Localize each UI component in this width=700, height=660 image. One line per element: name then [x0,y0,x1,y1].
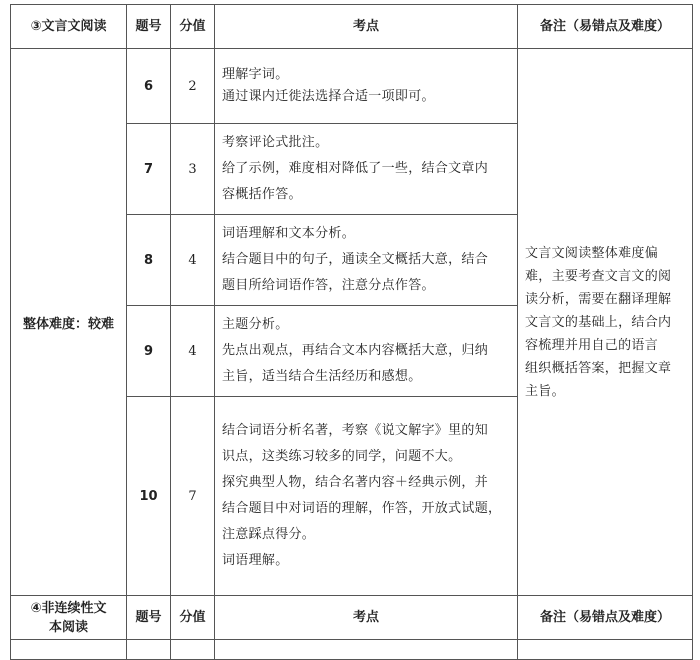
remark-line: 主旨。 [525,383,565,399]
points-header: 考点 [215,596,518,640]
table-header-row [11,5,693,49]
question-score: 3 [171,124,215,215]
question-points [215,306,518,397]
overall-difficulty: 整体难度：较难 [11,49,127,596]
section-header [11,596,127,640]
section-header-line: ④非连续性文 [30,600,107,616]
points-line: 题目所给词语作答，注意分点作答。 [222,278,435,293]
points-line: 先点出观点，再结合文本内容概括大意，归纳 [222,343,489,358]
question-number: 8 [127,215,171,306]
question-points [215,397,518,596]
question-score: 4 [171,215,215,306]
remark-line: 文言文的基础上，结合内 [525,314,672,330]
table-header-row [11,596,693,640]
question-number: 6 [127,49,171,124]
points-line: 识点，这类练习较多的同学，问题不大。 [222,449,462,464]
exam-analysis-table [10,4,693,660]
points-line: 主题分析。 [222,317,289,332]
points-line: 通过课内迁徙法选择合适一项即可。 [222,89,435,104]
remark-line: 文言文阅读整体难度偏 [525,245,659,261]
question-points [215,215,518,306]
points-line: 词语理解和文本分析。 [222,226,356,241]
question-number: 7 [127,124,171,215]
points-line: 给了示例，难度相对降低了一些，结合文章内 [222,161,489,176]
table-row [11,49,693,124]
question-score: 7 [171,397,215,596]
section-header: ③文言文阅读 [11,5,127,49]
question-points [215,49,518,124]
question-number-header: 题号 [127,5,171,49]
points-line: 结合题目中对词语的理解，作答，开放式试题， [222,501,502,516]
points-line: 结合题目中的句子，通读全文概括大意，结合 [222,252,489,267]
points-line: 理解字词。 [222,67,289,82]
points-line: 主旨，适当结合生活经历和感想。 [222,369,422,384]
remark-line: 难，主要考查文言文的阅 [525,268,672,284]
question-score: 2 [171,49,215,124]
remark-header: 备注（易错点及难度） [518,596,693,640]
points-line: 结合词语分析名著，考察《说文解字》里的知 [222,423,489,438]
remark-line: 容梳理并用自己的语言 [525,337,659,353]
remark-cell [518,49,693,596]
points-line: 考察评论式批注。 [222,135,329,150]
remark-header: 备注（易错点及难度） [518,5,693,49]
score-header: 分值 [171,5,215,49]
remark-line: 读分析，需要在翻译理解 [525,291,672,307]
question-number: 9 [127,306,171,397]
score-header: 分值 [171,596,215,640]
points-line: 探究典型人物，结合名著内容＋经典示例，并 [222,475,489,490]
points-header: 考点 [215,5,518,49]
remark-line: 组织概括答案，把握文章 [525,360,672,376]
points-line: 容概括作答。 [222,187,302,202]
question-number: 10 [127,397,171,596]
points-line: 注意踩点得分。 [222,527,316,542]
points-line: 词语理解。 [222,553,289,568]
question-number-header: 题号 [127,596,171,640]
question-score: 4 [171,306,215,397]
question-points [215,124,518,215]
section-header-line: 本阅读 [48,619,88,635]
